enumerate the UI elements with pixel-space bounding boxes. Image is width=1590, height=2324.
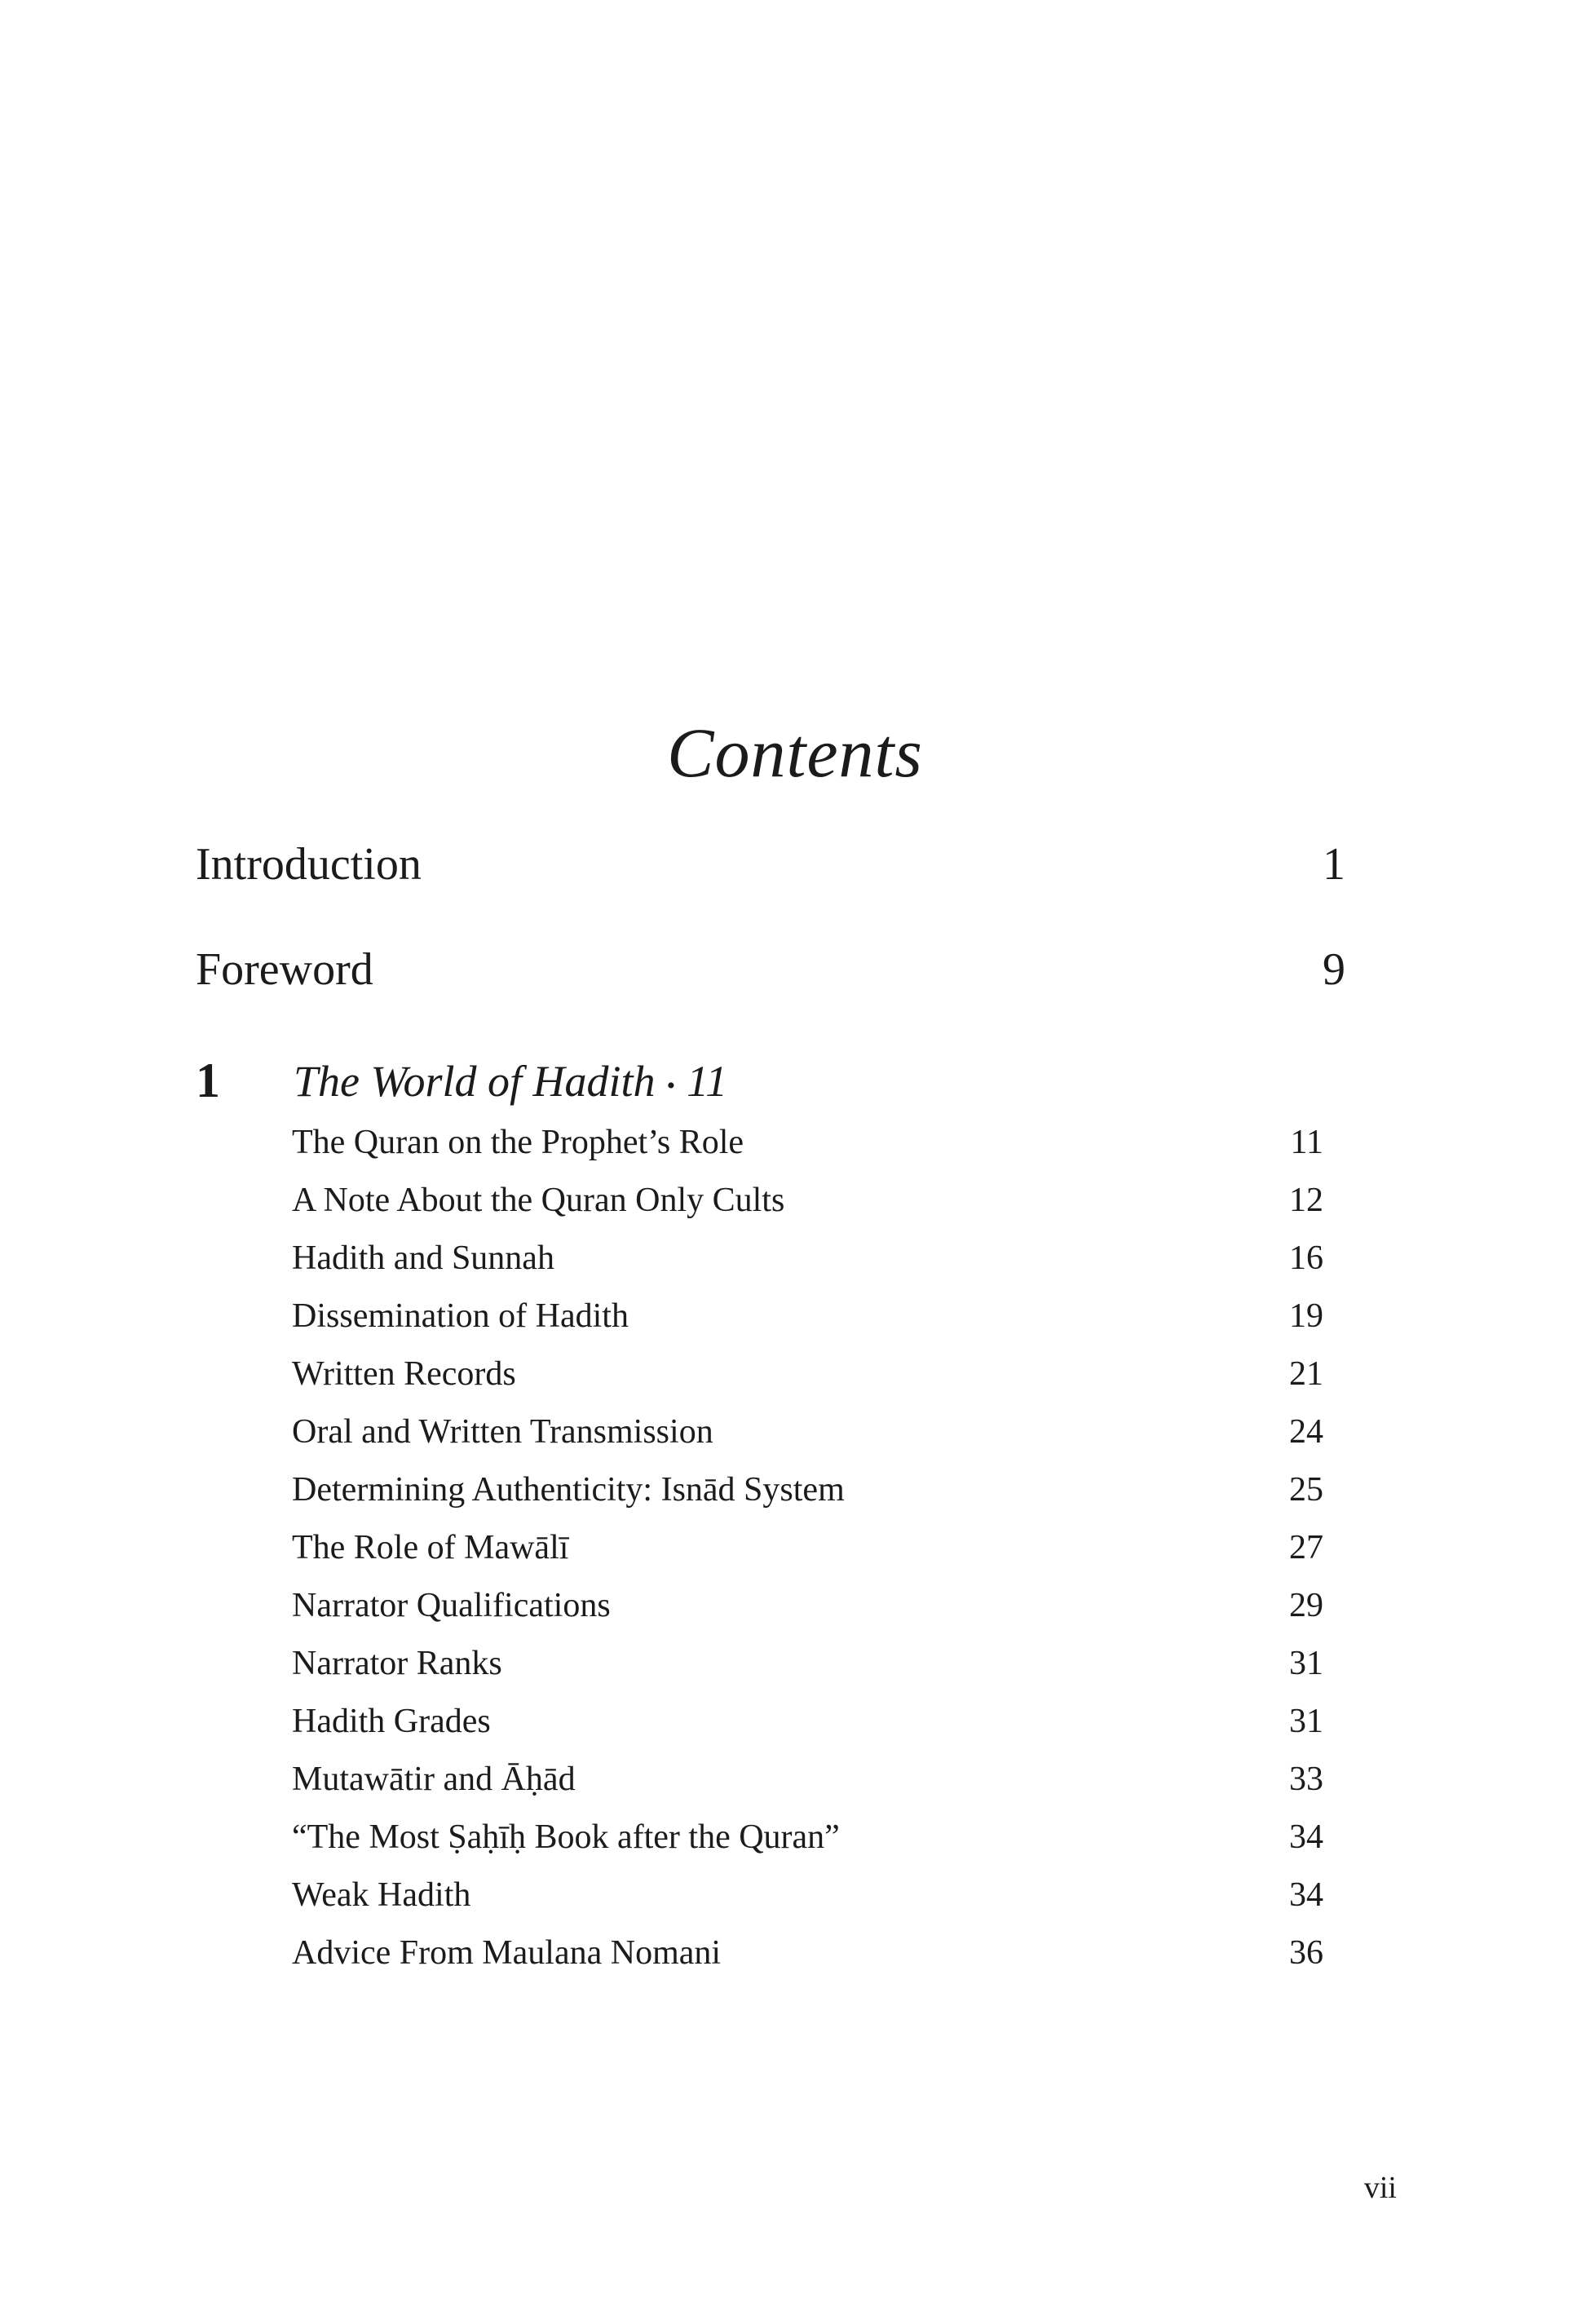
- section-label: Weak Hadith: [292, 1876, 471, 1914]
- section-page-number: 27: [1289, 1529, 1323, 1566]
- chapter-title-text: The World of Hadith: [294, 1057, 656, 1106]
- section-label: “The Most Ṣaḥīḥ Book after the Quran”: [292, 1818, 840, 1856]
- section-label: The Role of Mawālī: [292, 1529, 569, 1566]
- section-label: Advice From Maulana Nomani: [292, 1934, 722, 1972]
- section-page-number: 36: [1289, 1934, 1323, 1972]
- toc-entry-label: Foreword: [196, 944, 373, 995]
- toc-section-item[interactable]: [292, 1473, 1323, 1531]
- section-label: Narrator Ranks: [292, 1645, 502, 1682]
- page-title: Contents: [667, 714, 923, 792]
- section-label: Hadith Grades: [292, 1703, 491, 1740]
- chapter-title: [294, 1057, 728, 1106]
- chapter-section-list: [292, 1125, 1323, 1994]
- section-page-number: 31: [1289, 1645, 1323, 1682]
- toc-section-item[interactable]: [292, 1531, 1323, 1588]
- section-page-number: 34: [1289, 1876, 1323, 1914]
- toc-section-item[interactable]: [292, 1183, 1323, 1241]
- section-label: Oral and Written Transmission: [292, 1413, 713, 1451]
- section-page-number: 34: [1289, 1818, 1323, 1856]
- section-page-number: 24: [1289, 1413, 1323, 1451]
- section-label: The Quran on the Prophet’s Role: [292, 1124, 744, 1161]
- toc-section-item[interactable]: [292, 1936, 1323, 1994]
- section-page-number: 19: [1289, 1297, 1323, 1335]
- page-folio-number: vii: [1363, 2171, 1397, 2205]
- toc-entry-page-number: 9: [1323, 944, 1345, 995]
- toc-section-item[interactable]: [292, 1820, 1323, 1878]
- section-page-number: 29: [1289, 1587, 1323, 1624]
- toc-section-item[interactable]: [292, 1646, 1323, 1704]
- toc-section-item[interactable]: [292, 1878, 1323, 1936]
- section-label: Narrator Qualifications: [292, 1587, 611, 1624]
- section-label: Determining Authenticity: Isnād System: [292, 1471, 845, 1509]
- toc-entry-page-number: 1: [1323, 839, 1345, 890]
- toc-section-item[interactable]: [292, 1762, 1323, 1820]
- section-page-number: 31: [1289, 1703, 1323, 1740]
- toc-section-item[interactable]: [292, 1415, 1323, 1473]
- toc-section-item[interactable]: [292, 1299, 1323, 1357]
- section-page-number: 12: [1289, 1182, 1323, 1219]
- section-page-number: 11: [1290, 1124, 1323, 1161]
- section-label: Mutawātir and Āḥād: [292, 1761, 576, 1798]
- toc-section-item[interactable]: [292, 1125, 1323, 1183]
- toc-section-item[interactable]: [292, 1588, 1323, 1646]
- section-label: Hadith and Sunnah: [292, 1239, 554, 1277]
- bullet-separator-icon: •: [666, 1071, 676, 1099]
- section-page-number: 33: [1289, 1761, 1323, 1798]
- chapter-number: 1: [196, 1054, 220, 1107]
- section-label: Written Records: [292, 1355, 516, 1393]
- toc-entry-label: Introduction: [196, 839, 422, 890]
- toc-section-item[interactable]: [292, 1357, 1323, 1415]
- section-label: A Note About the Quran Only Cults: [292, 1182, 785, 1219]
- toc-section-item[interactable]: [292, 1241, 1323, 1299]
- toc-section-item[interactable]: [292, 1704, 1323, 1762]
- section-label: Dissemination of Hadith: [292, 1297, 629, 1335]
- chapter-heading[interactable]: [196, 1056, 1345, 1113]
- section-page-number: 16: [1289, 1239, 1323, 1277]
- chapter-start-page: 11: [687, 1057, 728, 1106]
- section-page-number: 25: [1289, 1471, 1323, 1509]
- section-page-number: 21: [1289, 1355, 1323, 1393]
